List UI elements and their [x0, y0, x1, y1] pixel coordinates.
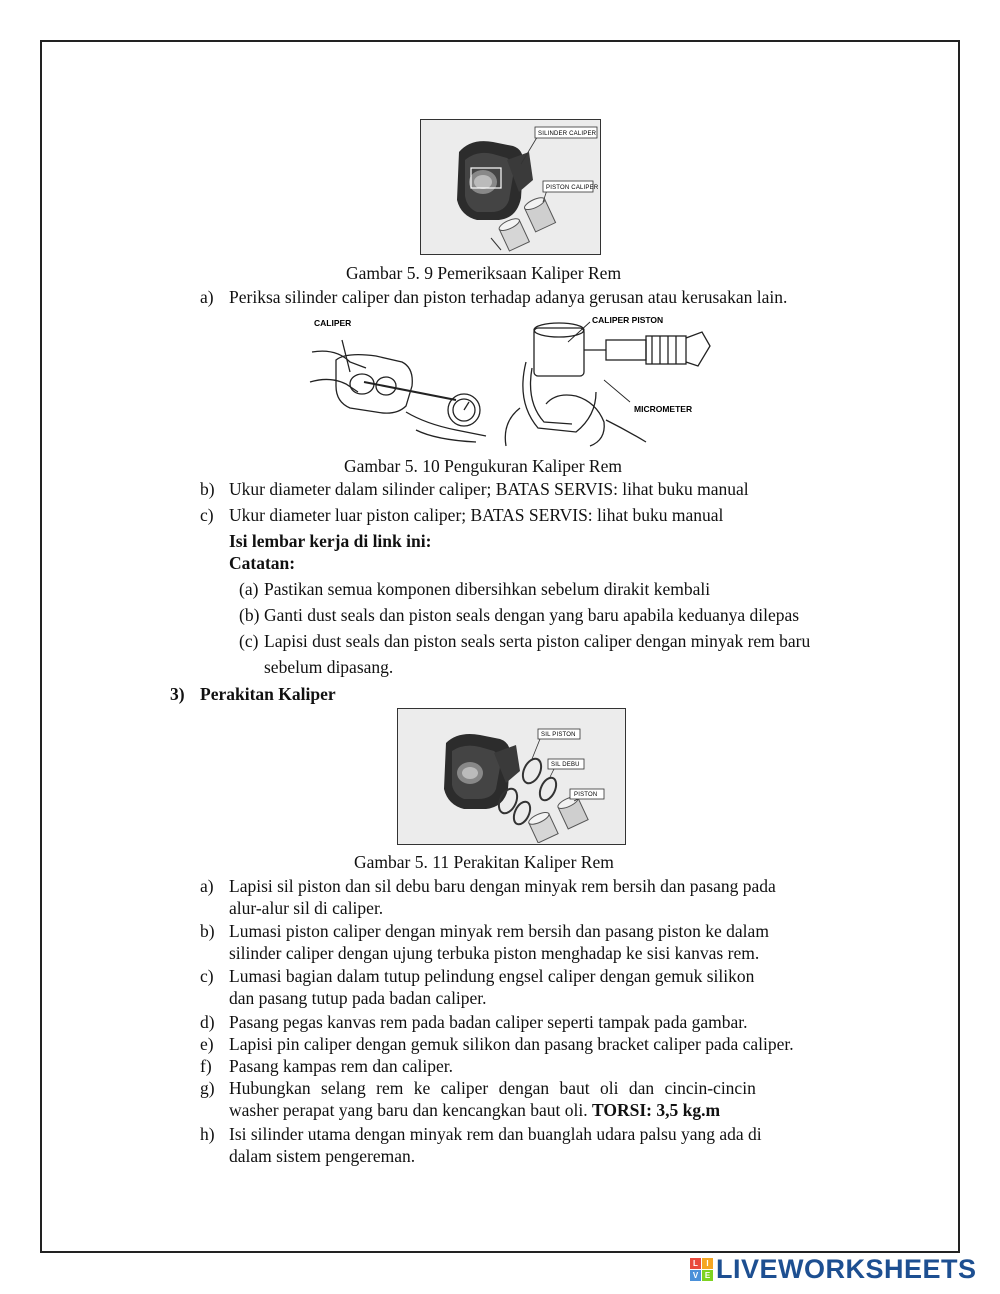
note-marker: (b): [239, 605, 260, 625]
inspection-item-a: Periksa silinder caliper dan piston terhadap adanya gerusan atau kerusakan lain.: [229, 287, 788, 307]
figure-5-11-caption: Gambar 5. 11 Perakitan Kaliper Rem: [354, 852, 614, 872]
figure-5-11-image: [397, 708, 626, 845]
note-marker: (c): [239, 631, 259, 651]
assembly-item-a-line-2: alur-alur sil di caliper.: [229, 898, 384, 918]
section-title: Perakitan Kaliper: [200, 684, 336, 704]
logo-tile: L: [690, 1258, 701, 1269]
list-marker: b): [200, 921, 215, 941]
liveworksheets-logo[interactable]: [690, 1252, 977, 1286]
worksheet-link-text[interactable]: Isi lembar kerja di link ini:: [229, 531, 432, 551]
note-c-line-1: Lapisi dust seals dan piston seals serta piston caliper dengan minyak rem baru: [264, 631, 811, 651]
label-silinder-caliper: SILINDER CALIPER: [538, 131, 597, 137]
assembly-item-b-line-1: Lumasi piston caliper dengan minyak rem bersih dan pasang piston ke dalam: [229, 921, 769, 941]
note-marker: (a): [239, 579, 259, 599]
logo-tile: V: [690, 1270, 701, 1281]
assembly-item-a-line-1: Lapisi sil piston dan sil debu baru dengan minyak rem bersih dan pasang pada: [229, 876, 776, 896]
label-piston-caliper: PISTON CALIPER: [546, 185, 599, 191]
logo-tiles-icon: [690, 1258, 713, 1281]
label-sil-debu: SIL DEBU: [551, 762, 580, 768]
assembly-item-f: Pasang kampas rem dan caliper.: [229, 1056, 454, 1076]
figure-5-9-image: [420, 119, 601, 255]
notes-title: Catatan:: [229, 553, 296, 573]
list-marker: f): [200, 1056, 212, 1076]
logo-tile: I: [702, 1258, 713, 1269]
label-micrometer: MICROMETER: [634, 404, 693, 414]
list-marker: d): [200, 1012, 215, 1032]
assembly-item-c-line-1: Lumasi bagian dalam tutup pelindung engsel caliper dengan gemuk silikon: [229, 966, 755, 986]
assembly-item-b-line-2: silinder caliper dengan ujung terbuka piston menghadap ke sisi kanvas rem.: [229, 943, 760, 963]
inspection-item-c: Ukur diameter luar piston caliper; BATAS SERVIS: lihat buku manual: [229, 505, 724, 525]
label-caliper: CALIPER: [314, 318, 352, 328]
figure-5-9-caption: Gambar 5. 9 Pemeriksaan Kaliper Rem: [346, 263, 622, 283]
assembly-item-g-line-2: [229, 1099, 720, 1121]
list-marker: b): [200, 479, 215, 499]
assembly-item-e: Lapisi pin caliper dengan gemuk silikon dan pasang bracket caliper pada caliper.: [229, 1034, 794, 1054]
list-marker: c): [200, 966, 214, 986]
logo-tile: E: [702, 1270, 713, 1281]
inspection-item-b: Ukur diameter dalam silinder caliper; BATAS SERVIS: lihat buku manual: [229, 479, 749, 499]
note-c-line-2: sebelum dipasang.: [264, 657, 394, 677]
list-marker: h): [200, 1124, 215, 1144]
assembly-item-g-line-1: Hubungkan selang rem ke caliper dengan baut oli dan cincin-cincin: [229, 1078, 756, 1098]
note-a: Pastikan semua komponen dibersihkan sebelum dirakit kembali: [264, 579, 711, 599]
assembly-item-d: Pasang pegas kanvas rem pada badan caliper seperti tampak pada gambar.: [229, 1012, 748, 1032]
label-piston: PISTON: [574, 792, 598, 798]
assembly-item-g-text: washer perapat yang baru dan kencangkan baut oli.: [229, 1100, 588, 1120]
note-b: Ganti dust seals dan piston seals dengan yang baru apabila keduanya dilepas: [264, 605, 800, 625]
figure-5-10-caption: Gambar 5. 10 Pengukuran Kaliper Rem: [344, 456, 622, 476]
torque-spec: TORSI: 3,5 kg.m: [591, 1100, 721, 1120]
list-marker: g): [200, 1078, 215, 1098]
assembly-item-c-line-2: dan pasang tutup pada badan caliper.: [229, 988, 487, 1008]
list-marker: c): [200, 505, 214, 525]
label-sil-piston: SIL PISTON: [541, 732, 576, 738]
figure-5-10-image: [306, 312, 716, 448]
list-marker: e): [200, 1034, 214, 1054]
section-number: 3): [170, 684, 185, 704]
list-marker: a): [200, 876, 214, 896]
list-marker: a): [200, 287, 214, 307]
label-caliper-piston: CALIPER PISTON: [592, 315, 664, 325]
assembly-item-h-line-2: dalam sistem pengereman.: [229, 1146, 416, 1166]
assembly-item-h-line-1: Isi silinder utama dengan minyak rem dan buanglah udara palsu yang ada di: [229, 1124, 762, 1144]
logo-text: LIVEWORKSHEETS: [716, 1253, 977, 1284]
